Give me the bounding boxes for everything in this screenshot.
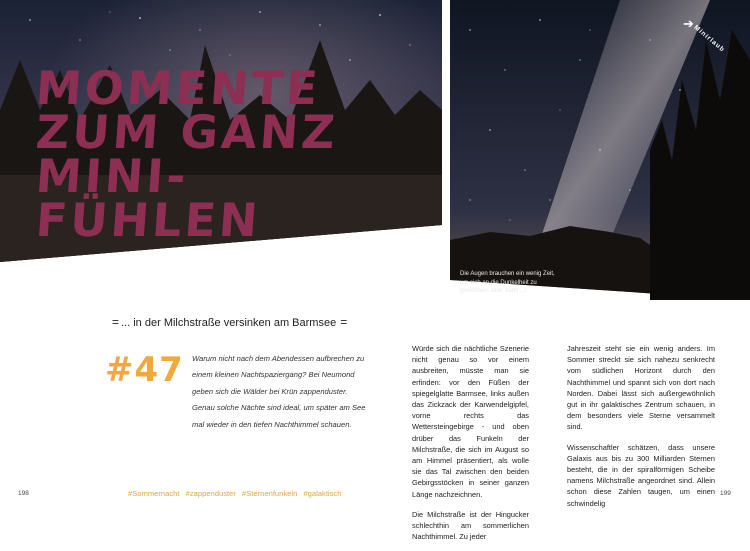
- minirlaub-badge: [683, 14, 743, 64]
- entry-number: #47: [105, 350, 184, 390]
- page-number-left: 198: [18, 490, 29, 497]
- paragraph: Wissenschaftler schätzen, dass unsere Galaxis aus bis zu 300 Milliarden Sternen besteht, die in der spiralförmigen Scheibe namens Milchstraße angeordnet sind. Allein schon diese Zahlen taugen, um einen schwindelig: [567, 442, 715, 508]
- photo-caption: Die Augen brauchen ein wenig Zeit, um sich an die Dunkelheit zu gewöhnen. Aber dann ...!: [460, 271, 555, 294]
- page-title: [34, 61, 340, 247]
- badge-label: Minirlaub: [692, 24, 727, 54]
- intro-text: Warum nicht nach dem Abendessen aufbrechen zu einem kleinen Nachtspaziergang? Bei Neumond geben sich die Wälder bei Krün zappenduster. Genau solche Nächte sind ideal, um später am See mal wieder in den tiefen Nachthimmel schauen.: [192, 354, 366, 429]
- paragraph: Die Milchstraße ist der Hingucker schlechthin am sommerlichen Nachthimmel. Zu jeder: [412, 509, 529, 542]
- title-line: FÜHLEN: [34, 193, 263, 247]
- title-line: MOMENTE: [34, 61, 323, 115]
- paragraph: Würde sich die nächtliche Szenerie nicht genau so vor einem ausbreiten, müsste man sie erfinden: vor den Füßen der spiegelglatte Barmsee, links außen das Zickzack der Karwendelgipfel, vorne rechts das Wettersteingebirge - und oben drüber das Funkeln der Milchstraße, die sich im August so am Himmel präsentiert, als wolle sie das Tal zwischen den beiden Gebirgsstöcken in seiner ganzen Länge nachzeichnen.: [412, 344, 529, 499]
- sparkle-icon: =: [112, 315, 118, 329]
- hashtag: #zappenduster: [185, 489, 236, 498]
- hashtag: #galaktisch: [303, 489, 342, 498]
- title-line: ZUM GANZ: [34, 105, 340, 159]
- paragraph: Jahreszeit steht sie ein wenig anders. Im Sommer streckt sie sich nahezu senkrecht vom südlichen Horizont durch den Nachthimmel und spannt sich von dort nach Norden. Dabei lässt sich außergewöhnlich gut in ihr galaktisches Zentrum schauen, in dem besonders viele Sterne versammelt sind.: [567, 344, 715, 432]
- body-column-2: [567, 343, 715, 518]
- subtitle-text: ... in der Milchstraße versinken am Barmsee: [121, 317, 337, 329]
- hashtag: #Sommernacht: [128, 489, 180, 498]
- hashtags: [128, 489, 345, 498]
- sparkle-icon: =: [340, 315, 346, 329]
- hashtag: #Sternenfunkeln: [242, 489, 298, 498]
- title-line: MINI-: [34, 149, 191, 203]
- arrow-right-icon: ➔: [683, 16, 694, 31]
- body-column-1: [412, 343, 529, 551]
- subtitle: [108, 315, 349, 329]
- page-number-right: 199: [720, 490, 731, 497]
